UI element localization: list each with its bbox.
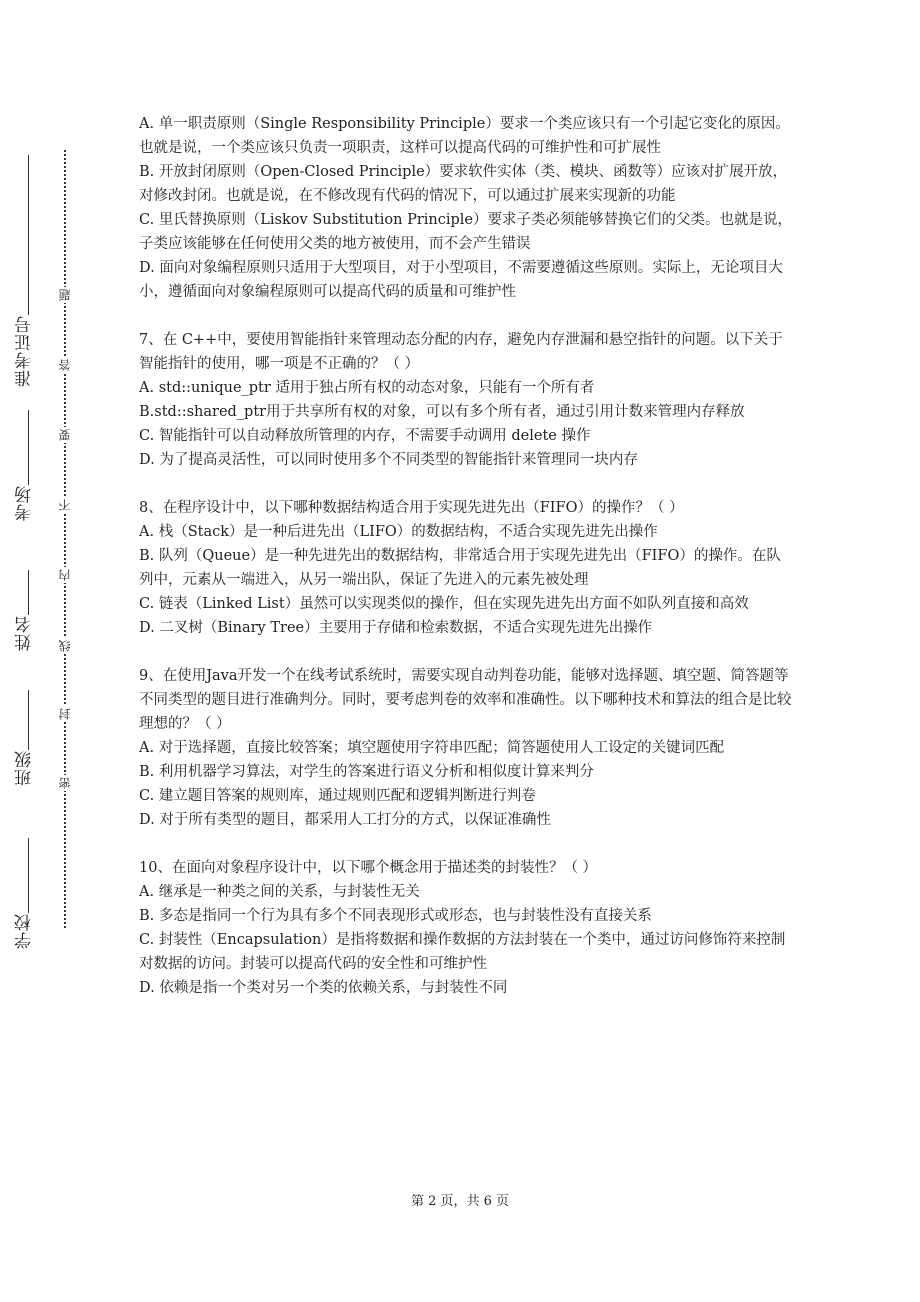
name-blank-line <box>28 570 29 615</box>
option-b: B. 利用机器学习算法，对学生的答案进行语义分析和相似度计算来判分 <box>139 764 594 780</box>
seal-char: 答 <box>58 359 72 371</box>
option-a: A. 单一职责原则（Single Responsibility Principle）要求一个类应该只有一个引起它变化的原因。也就是说，一个类应该只负责一项职责，这样可以提高代码的可维护性和可扩展性 <box>139 116 790 156</box>
option-c: C. 封装性（Encapsulation）是指将数据和操作数据的方法封装在一个类中，通过访问修饰符来控制对数据的访问。封装可以提高代码的安全性和可维护性 <box>139 932 786 972</box>
option-c: C. 里氏替换原则（Liskov Substitution Principle）要求子类必须能够替换它们的父类。也就是说，子类应该能够在任何使用父类的地方被使用，而不会产生错误 <box>139 212 793 252</box>
school-blank-line <box>28 838 29 913</box>
seal-char: 封 <box>58 708 72 720</box>
option-c: C. 建立题目答案的规则库，通过规则匹配和逻辑判断进行判卷 <box>139 788 536 804</box>
exam-id-label: 准考证号 <box>15 315 35 387</box>
question-6-options <box>139 112 793 304</box>
seal-dotted-line <box>64 150 66 928</box>
room-label: 考场 <box>15 485 35 521</box>
option-b: B.std::shared_ptr用于共享所有权的对象，可以有多个所有者，通过引用计数来管理内存释放 <box>139 404 745 420</box>
question-9 <box>139 664 793 832</box>
exam-content <box>139 112 793 1000</box>
option-d: D. 为了提高灵活性，可以同时使用多个不同类型的智能指针来管理同一块内存 <box>139 452 638 468</box>
option-c: C. 智能指针可以自动释放所管理的内存，不需要手动调用 delete 操作 <box>139 428 591 444</box>
question-stem: 10、在面向对象程序设计中，以下哪个概念用于描述类的封装性？（ ） <box>139 860 598 876</box>
seal-char: 不 <box>58 499 72 511</box>
question-8 <box>139 496 793 640</box>
option-b: B. 队列（Queue）是一种先进先出的数据结构，非常适合用于实现先进先出（FIFO）的操作。在队列中，元素从一端进入，从另一端出队，保证了先进入的元素先被处理 <box>139 548 781 588</box>
option-a: A. 栈（Stack）是一种后进先出（LIFO）的数据结构，不适合实现先进先出操作 <box>139 524 658 540</box>
question-stem: 7、在 C++中，要使用智能指针来管理动态分配的内存，避免内存泄漏和悬空指针的问题。以下关于智能指针的使用，哪一项是不正确的？（ ） <box>139 332 783 372</box>
class-label: 班级 <box>15 750 35 786</box>
name-field <box>2 570 48 651</box>
option-d: D. 依赖是指一个类对另一个类的依赖关系，与封装性不同 <box>139 980 508 996</box>
room-blank-line <box>28 410 29 485</box>
exam-id-field <box>2 155 48 387</box>
class-field <box>2 690 48 786</box>
seal-char: 内 <box>58 569 72 581</box>
school-label: 学校 <box>15 913 35 949</box>
seal-char: 要 <box>58 429 72 441</box>
option-a: A. std::unique_ptr 适用于独占所有权的动态对象，只能有一个所有者 <box>139 380 595 396</box>
class-blank-line <box>28 690 29 750</box>
seal-char: 线 <box>58 640 72 652</box>
option-d: D. 二叉树（Binary Tree）主要用于存储和检索数据，不适合实现先进先出操作 <box>139 620 653 636</box>
school-field <box>2 838 48 949</box>
option-c: C. 链表（Linked List）虽然可以实现类似的操作，但在实现先进先出方面不如队列直接和高效 <box>139 596 749 612</box>
question-10 <box>139 856 793 1000</box>
option-b: B. 开放封闭原则（Open-Closed Principle）要求软件实体（类、模块、函数等）应该对扩展开放，对修改封闭。也就是说，在不修改现有代码的情况下，可以通过扩展来实现新的功能 <box>139 164 788 204</box>
seal-char: 密 <box>58 777 72 789</box>
page-number: 第 2 页，共 6 页 <box>410 1194 510 1209</box>
exam-id-blank-line <box>28 155 29 315</box>
seal-char: 题 <box>58 289 72 301</box>
option-d: D. 对于所有类型的题目，都采用人工打分的方式，以保证准确性 <box>139 812 551 828</box>
option-b: B. 多态是指同一个行为具有多个不同表现形式或形态，也与封装性没有直接关系 <box>139 908 652 924</box>
name-label: 姓名 <box>15 615 35 651</box>
option-a: A. 继承是一种类之间的关系，与封装性无关 <box>139 884 420 900</box>
question-stem: 8、在程序设计中，以下哪种数据结构适合用于实现先进先出（FIFO）的操作？（ ） <box>139 500 684 516</box>
option-a: A. 对于选择题，直接比较答案；填空题使用字符串匹配；简答题使用人工设定的关键词匹配 <box>139 740 725 756</box>
option-d: D. 面向对象编程原则只适用于大型项目，对于小型项目，不需要遵循这些原则。实际上，无论项目大小，遵循面向对象编程原则可以提高代码的质量和可维护性 <box>139 260 783 300</box>
room-field <box>2 410 48 521</box>
question-stem: 9、在使用Java开发一个在线考试系统时，需要实现自动判卷功能，能够对选择题、填空题、简答题等不同类型的题目进行准确判分。同时，要考虑判卷的效率和准确性。以下哪种技术和算法的组合是比较理想的？（ ） <box>139 668 792 732</box>
question-7 <box>139 328 793 472</box>
